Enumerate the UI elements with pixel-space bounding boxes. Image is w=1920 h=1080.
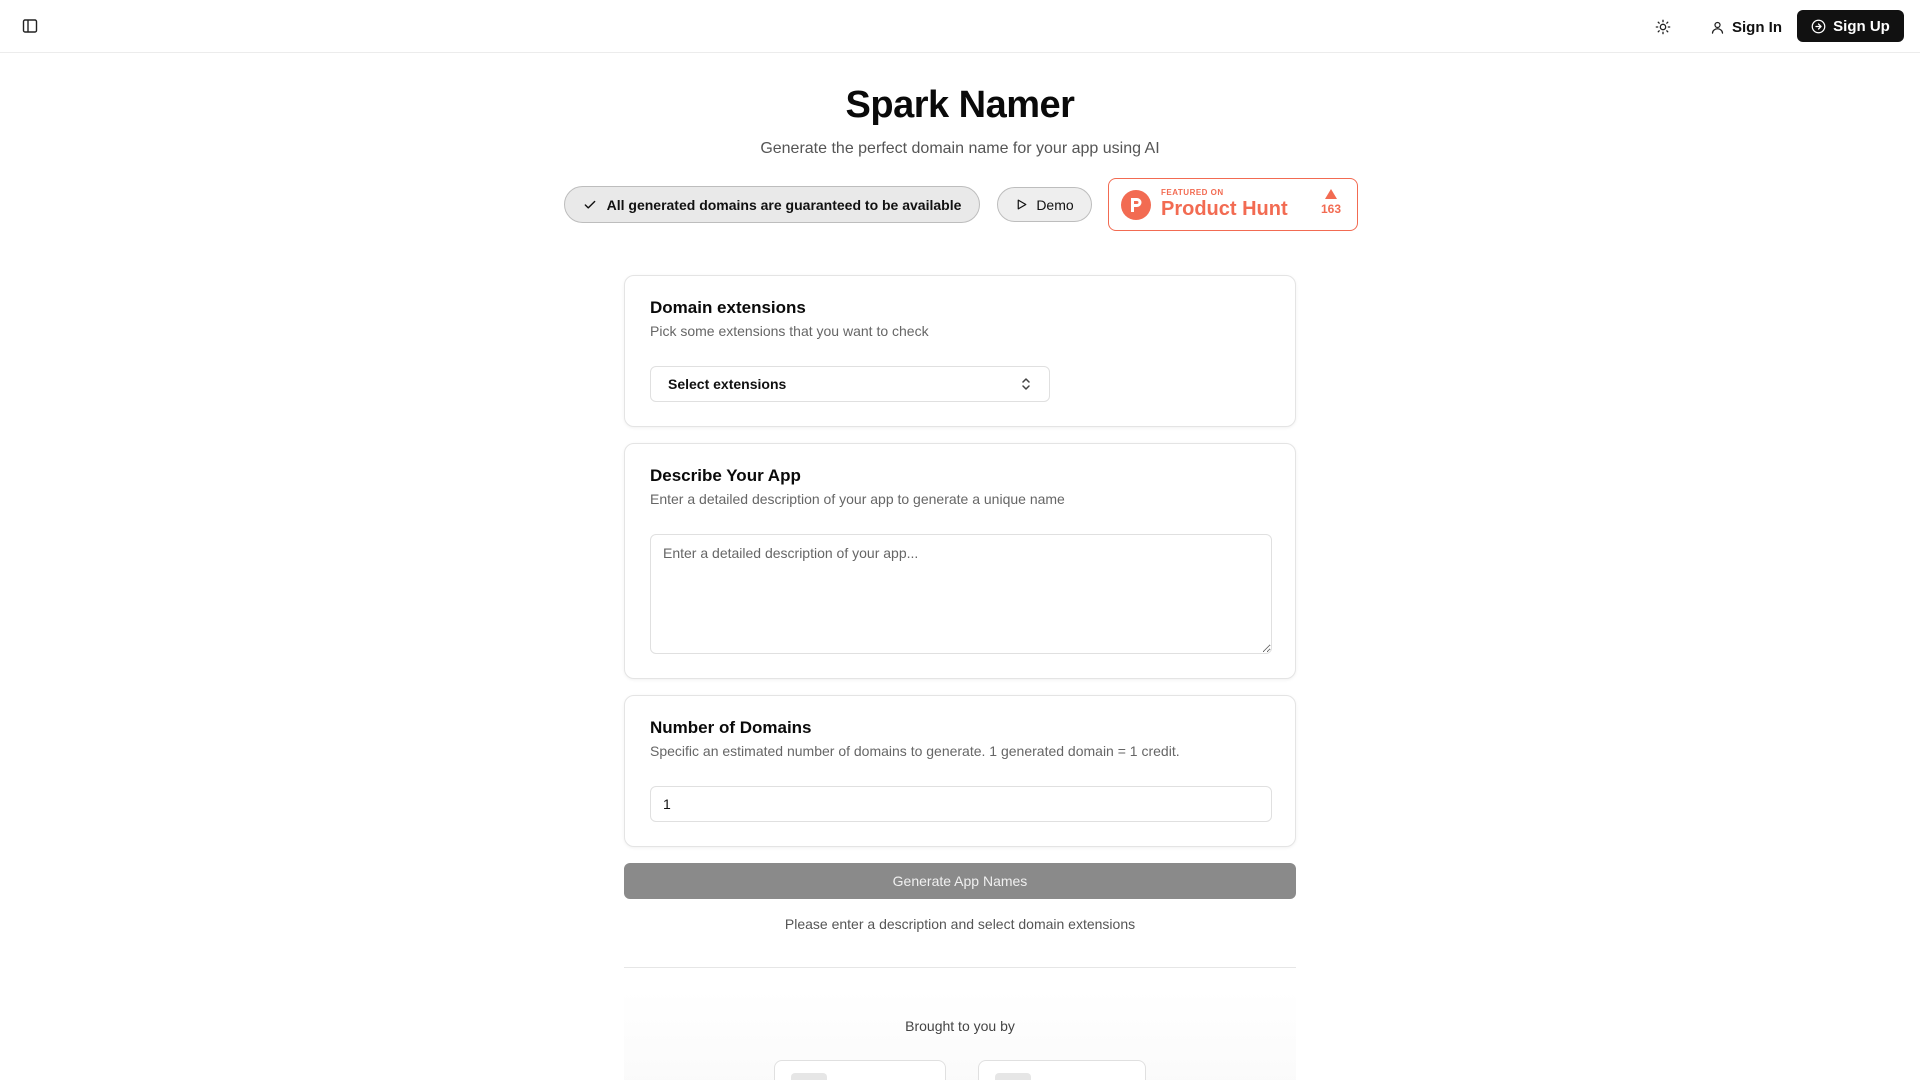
sign-in-button[interactable] <box>1700 12 1792 42</box>
top-bar <box>0 0 1920 53</box>
upvote-triangle-icon <box>1325 189 1337 199</box>
domain-count-input[interactable] <box>650 786 1272 822</box>
form-hint: Please enter a description and select domain extensions <box>784 916 1136 932</box>
extensions-select[interactable] <box>650 366 1050 402</box>
sidebar-panel-icon <box>22 18 38 34</box>
user-icon <box>1710 20 1725 35</box>
product-hunt-featured-text: FEATURED ON <box>1161 188 1224 197</box>
chevron-up-down-icon <box>1020 377 1032 391</box>
sidebar-toggle-button[interactable] <box>18 14 42 38</box>
sponsors-section <box>624 990 1296 1080</box>
page-title: Spark Namer <box>845 84 1075 126</box>
demo-label: Demo <box>1036 196 1074 213</box>
domain-extensions-card <box>624 275 1296 427</box>
sponsor-logo <box>995 1073 1031 1080</box>
domain-extensions-description: Pick some extensions that you want to check <box>650 323 929 339</box>
arrow-circle-right-icon <box>1811 19 1826 34</box>
sun-icon <box>1655 19 1671 35</box>
brought-to-you-by-label: Brought to you by <box>905 1018 1015 1034</box>
sponsor-logo <box>791 1073 827 1080</box>
product-hunt-vote-count: 163 <box>1320 202 1341 216</box>
number-of-domains-title: Number of Domains <box>650 718 812 737</box>
sign-up-button[interactable] <box>1797 10 1904 42</box>
product-hunt-logo-icon <box>1121 190 1151 220</box>
theme-toggle-button[interactable] <box>1650 14 1676 40</box>
page-subtitle: Generate the perfect domain name for your app using AI <box>760 140 1160 157</box>
sign-in-label: Sign In <box>1732 18 1782 36</box>
demo-button[interactable] <box>997 187 1092 222</box>
extensions-select-label: Select extensions <box>668 376 787 392</box>
describe-app-title: Describe Your App <box>650 466 801 485</box>
describe-app-description: Enter a detailed description of your app to generate a unique name <box>650 491 1065 507</box>
generate-app-names-button[interactable]: Generate App Names <box>624 863 1296 899</box>
product-hunt-name: Product Hunt <box>1161 198 1288 220</box>
check-icon <box>583 198 597 212</box>
sponsor-card[interactable] <box>774 1060 946 1080</box>
sponsor-card[interactable] <box>978 1060 1146 1080</box>
describe-app-card <box>624 443 1296 679</box>
app-description-textarea[interactable] <box>650 534 1272 654</box>
number-of-domains-card <box>624 695 1296 847</box>
domain-extensions-title: Domain extensions <box>650 298 806 317</box>
availability-badge-label: All generated domains are guaranteed to be available <box>606 196 962 213</box>
sign-up-label: Sign Up <box>1833 17 1890 35</box>
play-icon <box>1015 198 1028 211</box>
product-hunt-votes <box>1321 189 1341 216</box>
availability-badge <box>564 186 980 223</box>
section-divider <box>624 967 1296 968</box>
number-of-domains-description: Specific an estimated number of domains to generate. 1 generated domain = 1 credit. <box>650 743 1180 759</box>
product-hunt-badge[interactable] <box>1108 178 1358 231</box>
